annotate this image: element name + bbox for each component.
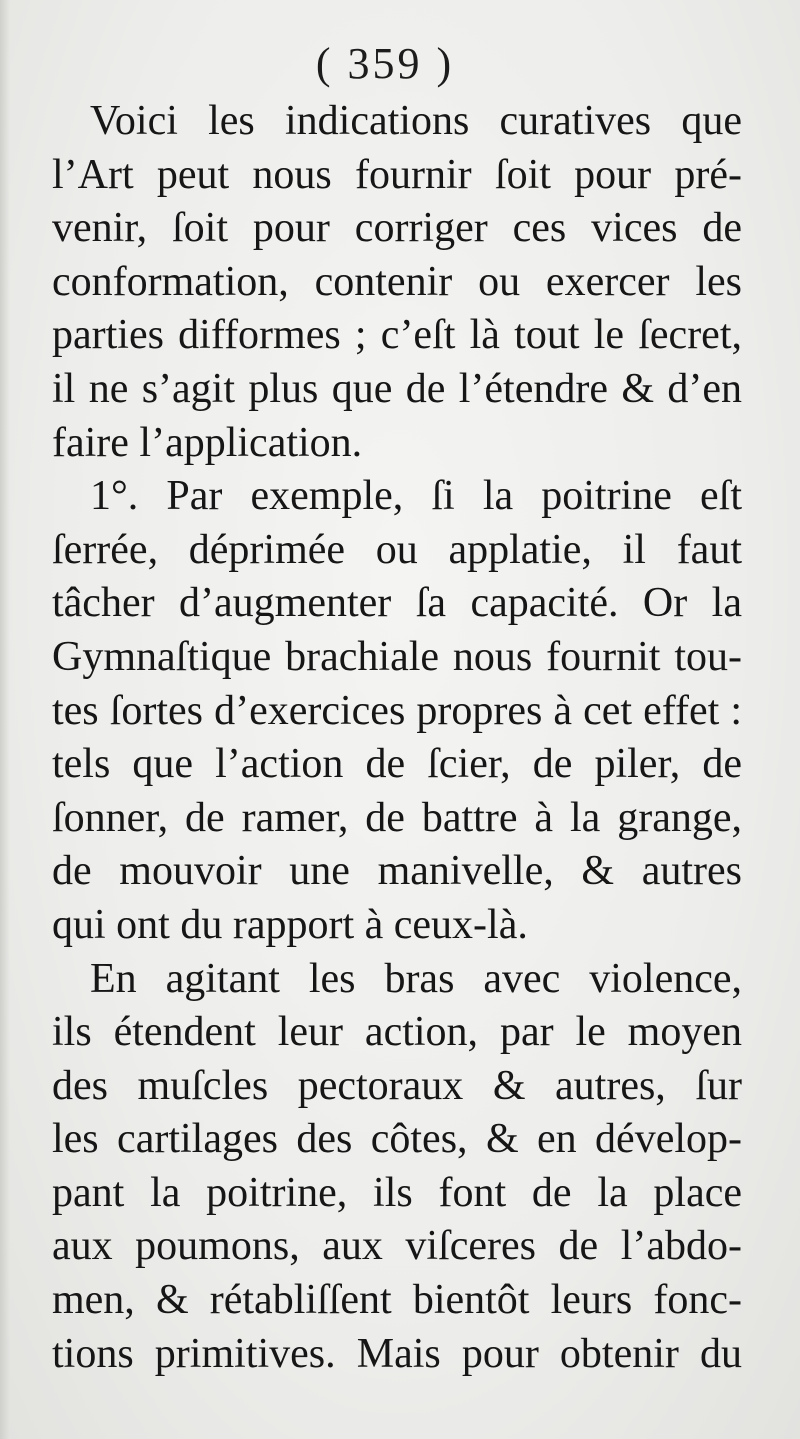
text-line: de mouvoir une manivelle, & autres xyxy=(52,848,742,895)
text-line: l’Art peut nous fournir ſoit pour pré- xyxy=(52,151,742,198)
text-line: Voici les indications curatives que xyxy=(90,98,742,144)
text-line: les cartilages des côtes, & en dévelop- xyxy=(52,1116,742,1163)
text-line: parties difformes ; c’eſt là tout le ſecret, xyxy=(52,312,742,359)
text-line: tions primitives. Mais pour obtenir du xyxy=(52,1330,742,1377)
text-line: conformation, contenir ou exercer les xyxy=(52,258,742,305)
text-line: ſonner, de ramer, de battre à la grange, xyxy=(52,794,742,841)
text-line: venir, ſoit pour corriger ces vices de xyxy=(52,205,742,252)
text-line: ſerrée, déprimée ou applatie, il faut xyxy=(52,526,742,573)
text-line: Gymnaſtique brachiale nous fournit tou- xyxy=(52,633,742,680)
text-line: tâcher d’augmenter ſa capacité. Or la xyxy=(52,580,742,627)
text-line: tes ſortes d’exercices propres à cet effet : xyxy=(52,687,742,734)
text-line: En agitant les bras avec violence, xyxy=(90,955,742,1002)
text-line: 1°. Par exemple, ſi la poitrine eſt xyxy=(90,473,742,520)
text-line: qui ont du rapport à ceux-là. xyxy=(52,901,528,948)
text-line: pant la poitrine, ils font de la place xyxy=(52,1169,742,1216)
text-line: ils étendent leur action, par le moyen xyxy=(52,1009,742,1056)
text-line: men, & rétabliſſent bientôt leurs fonc- xyxy=(52,1277,742,1324)
page-edge-shadow xyxy=(0,0,10,1439)
text-line: il ne s’agit plus que de l’étendre & d’en xyxy=(52,365,742,412)
text-line: aux poumons, aux viſceres de l’abdo- xyxy=(52,1223,742,1270)
text-line: tels que l’action de ſcier, de piler, de xyxy=(52,741,742,788)
text-line: faire l’application. xyxy=(52,419,363,466)
body-text xyxy=(52,95,742,1381)
text-line: des muſcles pectoraux & autres, ſur xyxy=(52,1062,742,1109)
page-number: ( 359 ) xyxy=(315,39,455,88)
